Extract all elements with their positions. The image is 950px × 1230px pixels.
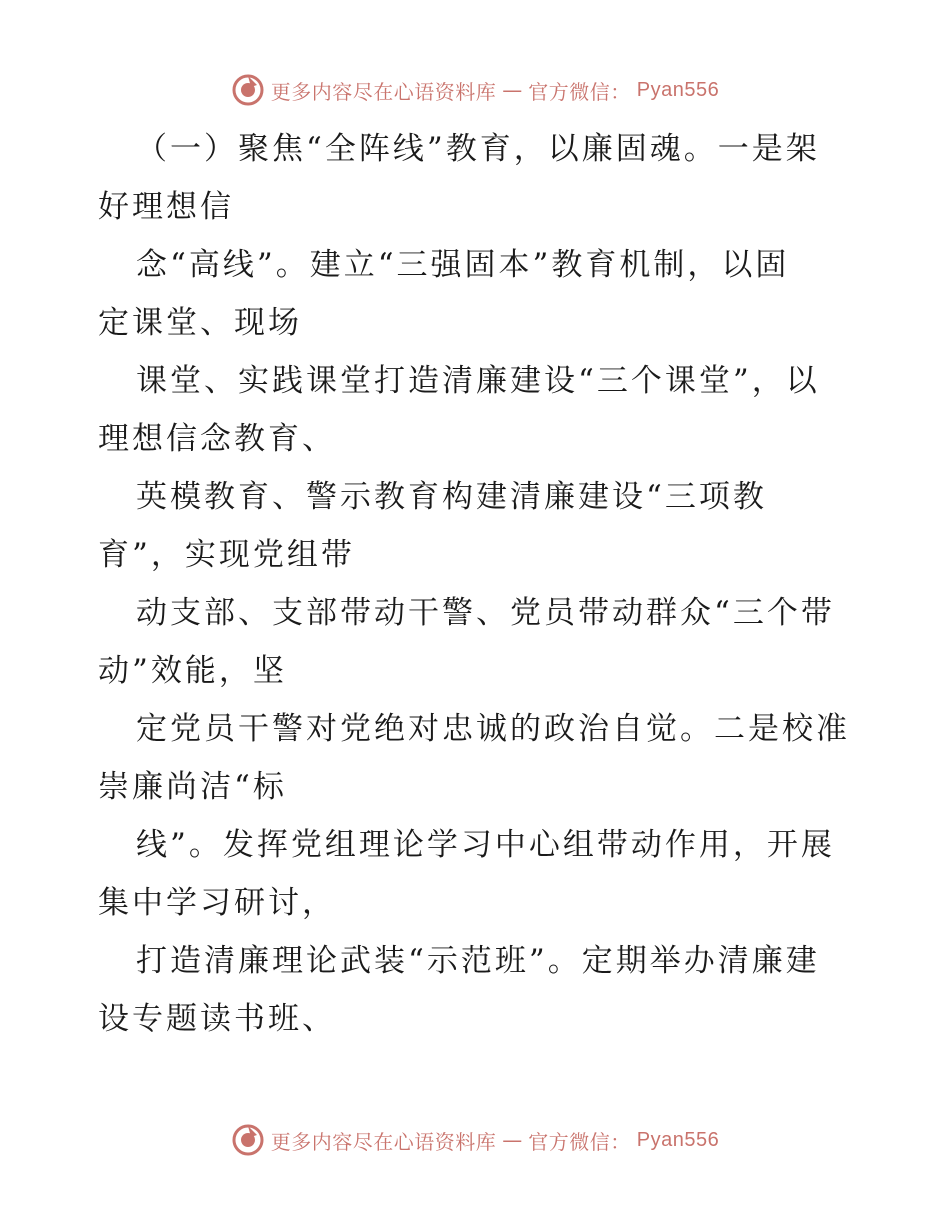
logo-icon: [231, 1123, 265, 1157]
paragraph-line: 打造清廉理论武装“示范班”。定期举办清廉建: [136, 943, 820, 979]
paragraph-line: 线”。发挥党组理论学习中心组带动作用，开展: [136, 827, 835, 863]
watermark-text: 更多内容尽在心语资料库: [270, 1129, 497, 1154]
watermark-suffix: 官方微信：: [528, 79, 631, 104]
logo-icon: [231, 73, 265, 107]
paragraph-line: 念“高线”。建立“三强固本”教育机制，以固: [136, 247, 790, 283]
paragraph-3: [98, 352, 858, 468]
paragraph-line: 动”效能，坚: [98, 653, 287, 689]
paragraph-1: [98, 120, 858, 236]
paragraph-5: [98, 584, 858, 700]
paragraph-line: 育”，实现党组带: [98, 537, 355, 573]
watermark-suffix: 官方微信：: [528, 1129, 631, 1154]
paragraph-line: 定课堂、现场: [98, 305, 302, 341]
paragraph-line: 动支部、支部带动干警、党员带动群众“三个带: [136, 595, 835, 631]
paragraph-line: （一）聚焦“全阵线”教育，以廉固魂。一是架: [136, 131, 820, 167]
paragraph-7: [98, 816, 858, 932]
paragraph-line: 崇廉尚洁“标: [98, 769, 287, 805]
header-watermark: [0, 70, 950, 110]
document-body: [98, 120, 858, 1048]
watermark-separator: —: [502, 1128, 523, 1152]
paragraph-4: [98, 468, 858, 584]
watermark-text: 更多内容尽在心语资料库: [270, 79, 497, 104]
paragraph-2: [98, 236, 858, 352]
paragraph-line: 定党员干警对党绝对忠诚的政治自觉。二是校准: [136, 711, 850, 747]
paragraph-line: 英模教育、警示教育构建清廉建设“三项教: [136, 479, 767, 515]
paragraph-line: 好理想信: [98, 189, 234, 225]
paragraph-line: 集中学习研讨，: [98, 885, 336, 921]
paragraph-6: [98, 700, 858, 816]
watermark-id: Pyan556: [636, 1128, 720, 1151]
paragraph-line: 课堂、实践课堂打造清廉建设“三个课堂”，以: [136, 363, 820, 399]
paragraph-8: [98, 932, 858, 1048]
paragraph-line: 设专题读书班、: [98, 1001, 336, 1037]
footer-watermark: [0, 1120, 950, 1160]
watermark-separator: —: [502, 78, 523, 102]
watermark-id: Pyan556: [636, 78, 720, 101]
paragraph-line: 理想信念教育、: [98, 421, 336, 457]
